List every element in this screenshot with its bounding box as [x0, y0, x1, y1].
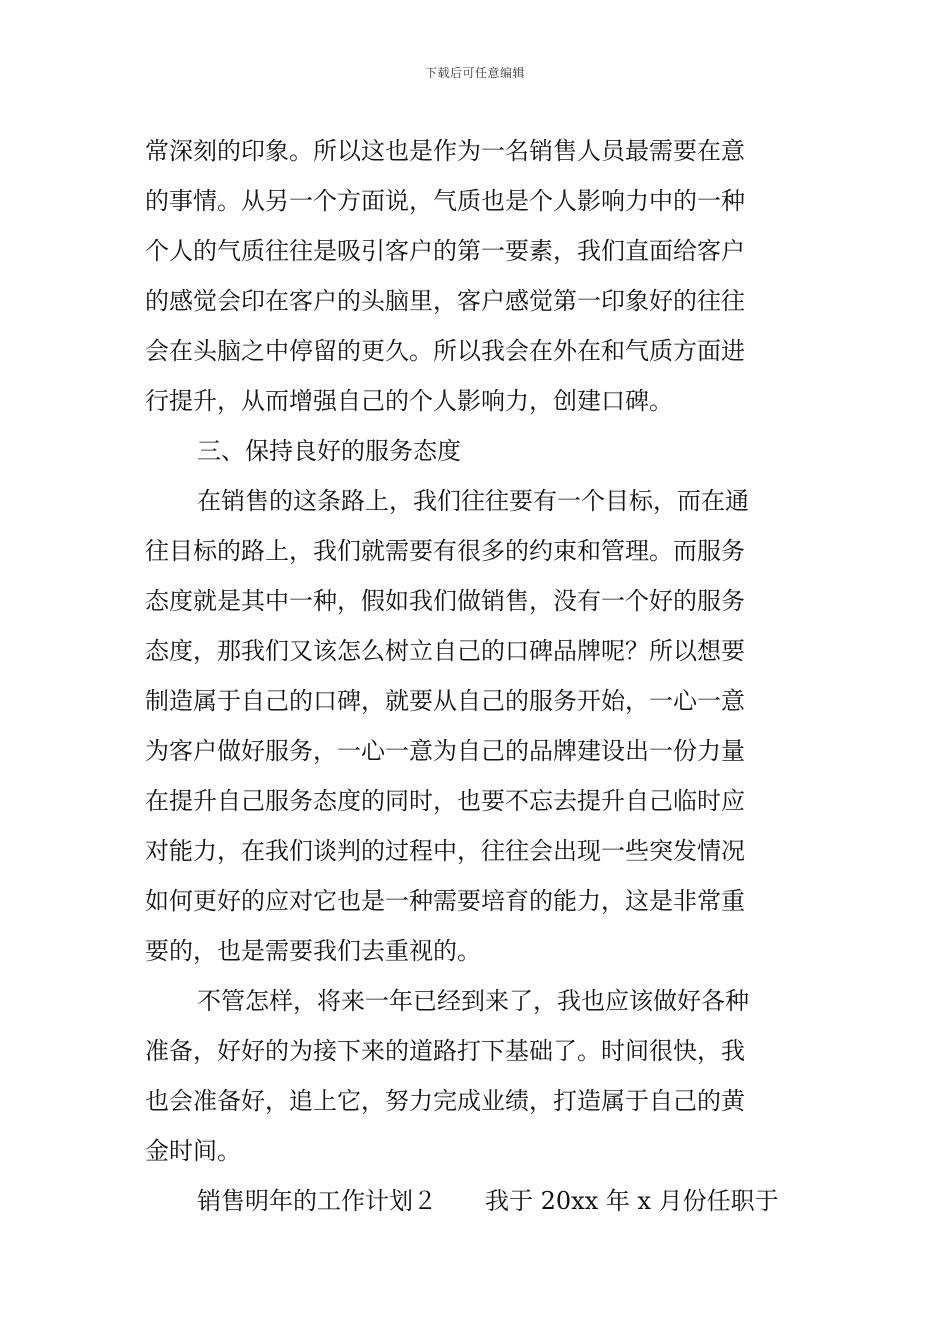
section-heading: 三、保持良好的服务态度 [197, 437, 461, 465]
text-line: 会在头脑之中停留的更久。所以我会在外在和气质方面进 [145, 337, 745, 365]
text-line: 也会准备好，追上它，努力完成业绩，打造属于自己的黄 [145, 1087, 745, 1115]
document-body [145, 126, 810, 1226]
text-line: 态度就是其中一种，假如我们做销售，没有一个好的服务 [145, 587, 745, 615]
text-line: 的感觉会印在客户的头脑里，客户感觉第一印象好的往往 [145, 287, 745, 315]
text-line: 的事情。从另一个方面说，气质也是个人影响力中的一种 [145, 187, 745, 215]
text-line: 对能力，在我们谈判的过程中，往往会出现一些突发情况 [145, 837, 745, 865]
text-line: 个人的气质往往是吸引客户的第一要素，我们直面给客户 [145, 237, 745, 265]
text-line: 常深刻的印象。所以这也是作为一名销售人员最需要在意 [145, 137, 745, 165]
text-line: 不管怎样，将来一年已经到来了，我也应该做好各种 [197, 987, 749, 1015]
text-line: 要的，也是需要我们去重视的。 [145, 937, 481, 965]
text-line: 往目标的路上，我们就需要有很多的约束和管理。而服务 [145, 537, 745, 565]
page-header: 下载后可任意编辑 [424, 66, 525, 80]
text-line: 为客户做好服务，一心一意为自己的品牌建设出一份力量 [145, 737, 745, 765]
text-line: 制造属于自己的口碑，就要从自己的服务开始，一心一意 [145, 687, 745, 715]
text-line: 在销售的这条路上，我们往往要有一个目标，而在通 [197, 487, 749, 515]
text-line: 金时间。 [145, 1137, 241, 1165]
text-line: 准备，好好的为接下来的道路打下基础了。时间很快，我 [145, 1037, 745, 1065]
text-line: 如何更好的应对它也是一种需要培育的能力，这是非常重 [145, 887, 745, 915]
text-line: 行提升，从而增强自己的个人影响力，创建口碑。 [145, 387, 673, 415]
text-line: 销售明年的工作计划２ 我于 20xx 年 x 月份任职于 [197, 1187, 779, 1215]
text-line: 态度，那我们又该怎么树立自己的口碑品牌呢？所以想要 [145, 637, 745, 665]
text-line: 在提升自己服务态度的同时，也要不忘去提升自己临时应 [145, 787, 745, 815]
